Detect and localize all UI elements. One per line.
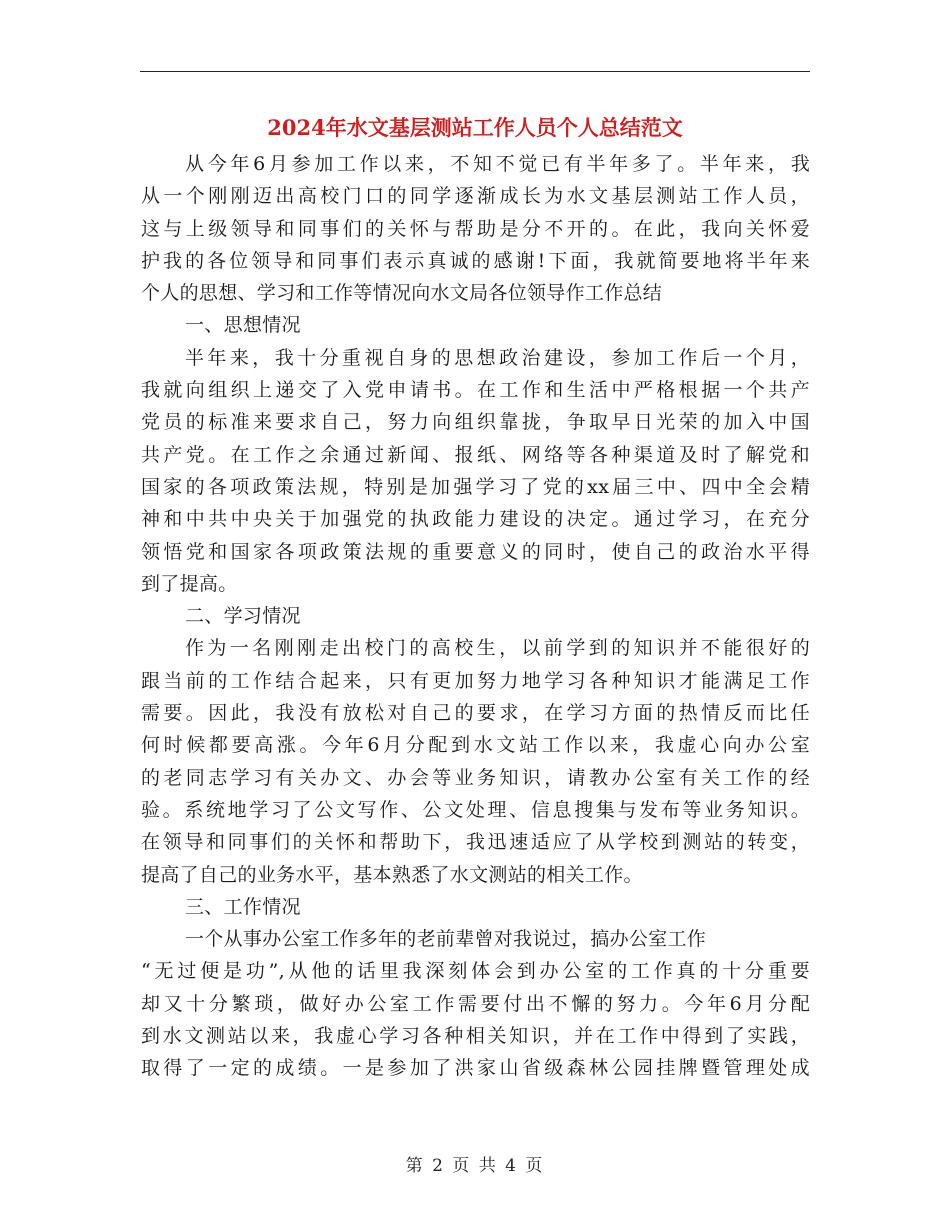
text-line: 在领导和同事们的关怀和帮助下，我迅速适应了从学校到测站的转变， — [141, 831, 810, 854]
text-line: 到了提高。 — [141, 572, 238, 595]
text-line: 个人的思想、学习和工作等情况向水文局各位领导作工作总结 — [141, 282, 663, 305]
text-line: 取得了一定的成绩。一是参加了洪家山省级森林公园挂牌暨管理处成 — [141, 1057, 810, 1080]
text-line: 的老同志学习有关办文、办会等业务知识，请教办公室有关工作的经 — [141, 766, 810, 789]
section-heading: 二、学习情况 — [185, 605, 301, 628]
text-line: 从今年6月参加工作以来，不知不觉已有半年多了。半年来，我 — [185, 153, 810, 175]
document-body — [141, 148, 810, 1085]
text-line: 需要。因此，我没有放松对自己的要求，在学习方面的热情反而比任 — [141, 702, 810, 725]
text-line: 这与上级领导和同事们的关怀与帮助是分不开的。在此，我向关怀爱 — [141, 217, 810, 240]
text-line: “无过便是功”,从他的话里我深刻体会到办公室的工作真的十分重要 — [141, 960, 810, 983]
text-line: 跟当前的工作结合起来，只有更加努力地学习各种知识才能满足工作 — [141, 669, 810, 692]
text-line: 护我的各位领导和同事们表示真诚的感谢!下面，我就简要地将半年来 — [141, 249, 810, 272]
text-line: 党员的标准来要求自己，努力向组织靠拢，争取早日光荣的加入中国 — [141, 411, 810, 434]
text-line: 国家的各项政策法规，特别是加强学习了党的xx届三中、四中全会精 — [141, 475, 810, 498]
section-heading: 一、思想情况 — [185, 314, 301, 337]
section-heading: 三、工作情况 — [185, 895, 301, 918]
text-line: 领悟党和国家各项政策法规的重要意义的同时，使自己的政治水平得 — [141, 540, 810, 563]
header-rule — [140, 71, 810, 72]
text-line: 却又十分繁琐，做好办公室工作需要付出不懈的努力。今年6月分配 — [141, 992, 810, 1015]
page-number-footer: 第 2 页 共 4 页 — [405, 1156, 545, 1176]
text-line: 到水文测站以来，我虚心学习各种相关知识，并在工作中得到了实践， — [141, 1025, 810, 1048]
text-line: 共产党。在工作之余通过新闻、报纸、网络等各种渠道及时了解党和 — [141, 443, 810, 466]
text-line: 提高了自己的业务水平，基本熟悉了水文测站的相关工作。 — [141, 863, 643, 886]
text-line: 神和中共中央关于加强党的执政能力建设的决定。通过学习，在充分 — [141, 508, 810, 531]
text-line: 作为一名刚刚走出校门的高校生，以前学到的知识并不能很好的 — [185, 637, 810, 660]
text-line: 半年来，我十分重视自身的思想政治建设，参加工作后一个月， — [185, 346, 810, 369]
text-line: 何时候都要高涨。今年6月分配到水文站工作以来，我虚心向办公室 — [141, 734, 810, 757]
text-line: 我就向组织上递交了入党申请书。在工作和生活中严格根据一个共产 — [141, 379, 810, 402]
text-line: 从一个刚刚迈出高校门口的同学逐渐成长为水文基层测站工作人员， — [141, 185, 810, 208]
document-title: 2024年水文基层测站工作人员个人总结范文 — [267, 115, 683, 140]
text-line: 验。系统地学习了公文写作、公文处理、信息搜集与发布等业务知识。 — [141, 798, 810, 821]
text-line: 一个从事办公室工作多年的老前辈曾对我说过，搞办公室工作 — [185, 928, 707, 951]
